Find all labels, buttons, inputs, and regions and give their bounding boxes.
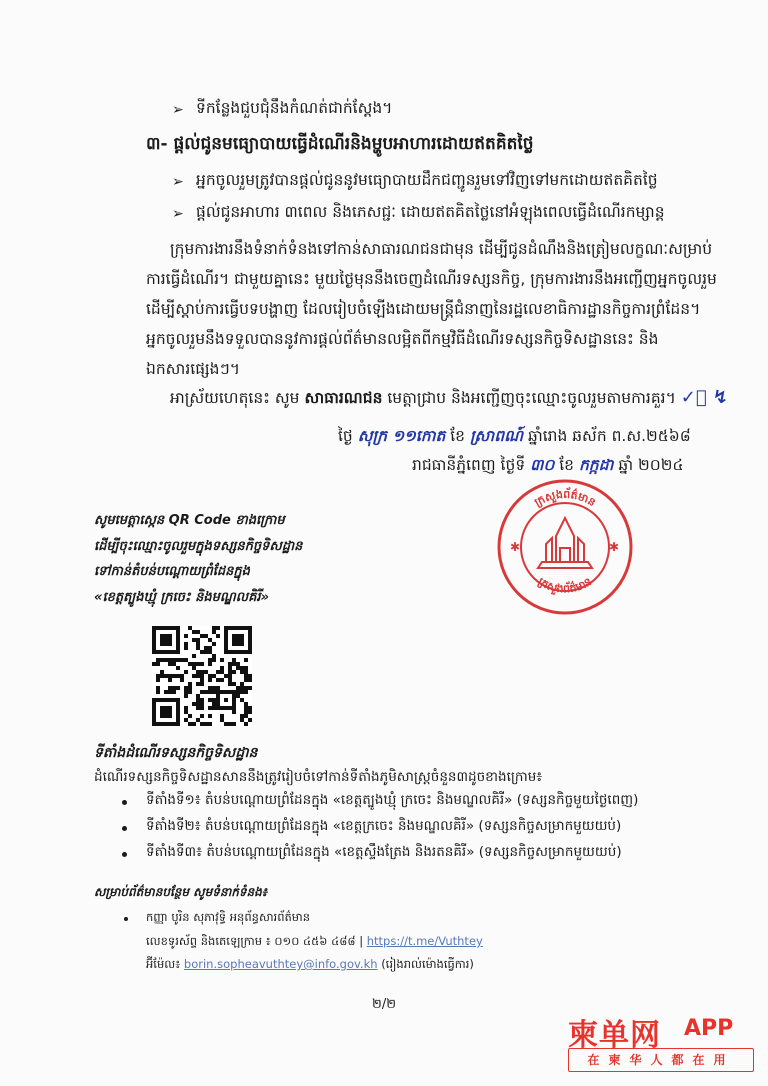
closing-bold: សាធារណជន (304, 389, 383, 407)
closing-rest: មេត្តាជ្រាប និងអញ្ជើញចុះឈ្មោះចូលរួមតាមការគួរ។ (387, 389, 676, 407)
contact-phone-line (146, 934, 483, 951)
handwritten-month: ស្រាពណ៍ (469, 427, 523, 445)
month-prefix: ខែ (559, 456, 575, 474)
bullet-text: ផ្តល់ជូនអាហារ ៣ពេល និងភេសជ្ជៈ ដោយឥតគិតថ្លៃនៅអំឡុងពេលធ្វើដំណើរកម្សាន្ត (196, 203, 665, 221)
app-watermark (568, 1010, 754, 1074)
date-prefix: ថ្ងៃ (338, 427, 353, 445)
locations-heading: ទីតាំងដំណើរទស្សនកិច្ចទិសដ្ឋាន (94, 745, 258, 761)
dot-bullet-icon (124, 917, 128, 921)
location-item: ទីតាំងទី២៖ តំបន់បណ្តោយព្រំដែនក្នុង «ខេត្តក្រចេះ និងមណ្ឌលគិរី» (ទស្សនកិច្ចសម្រាកមួយយប់) (146, 818, 622, 834)
section-heading: ៣- ផ្តល់ជូនមធ្យោបាយធ្វើដំណើរនិងម្ហូបអាហារដោយឥតគិតថ្លៃ (146, 134, 534, 154)
telegram-link[interactable]: https://t.me/Vuthtey (366, 934, 483, 948)
closing-line (170, 383, 728, 413)
date-rest: ឆ្នាំរោង ឆស័ក ព.ស.២៥៦៨ (527, 427, 691, 445)
registration-qr-code[interactable] (152, 626, 252, 726)
date-rest: ឆ្នាំ ២០២៤ (618, 456, 684, 474)
arrow-bullet-icon: ➢ (172, 206, 184, 222)
contact-heading: សម្រាប់ព័ត៌មានបន្ថែម សូមទំនាក់ទំនង៖ (94, 885, 267, 899)
location-item: ទីតាំងទី១៖ តំបន់បណ្តោយព្រំដែនក្នុង «ខេត្តត្បូងឃ្មុំ ក្រចេះ និងមណ្ឌលគិរី» (ទស្សនកិច្ចមួយថ្ងៃពេញ) (146, 792, 639, 808)
arrow-bullet-icon: ➢ (172, 174, 184, 190)
svg-text:✱: ✱ (510, 540, 521, 554)
email-note: (រៀងរាល់ម៉ោងធ្វើការ) (381, 957, 474, 971)
handwritten-day: សុក្រ ១១កោត (357, 427, 446, 445)
stamp-top-text: ក្រសួងព័ត៌មាន (532, 487, 598, 510)
paragraph-line: ក្រុមការងារនឹងទំនាក់ទំនងទៅកាន់សាធារណជនជាមុន ដើម្បីជូនដំណឹងនិងត្រៀមលក្ខណៈសម្រាប់ (170, 240, 713, 258)
handwritten-day: ៣០ (530, 456, 555, 474)
lunar-date-line (338, 421, 691, 451)
dot-bullet-icon (122, 852, 127, 857)
bullet-text: ទីកន្លែងជួបជុំនឹងកំណត់ជាក់ស្តែង។ (196, 99, 393, 117)
contact-name: កញ្ញា បូរិន សុភាវុទ្ធិ អនុព័ន្ធសារព័ត៌មាន (146, 910, 311, 924)
watermark-logo: 柬单网 (568, 1018, 661, 1053)
qr-note-line: សូមមេត្តាស្កេន QR Code ខាងក្រោម (94, 513, 285, 528)
dot-bullet-icon (122, 800, 127, 805)
handwritten-mark: ✓ͯ ↯ (680, 387, 728, 408)
paragraph-line: ការធ្វើដំណើរ។ ជាមួយគ្នានេះ មួយថ្ងៃមុននឹងចេញដំណើរទស្សនកិច្ច, ក្រុមការងារនឹងអញ្ជើញអ្នកចូលរួម (146, 270, 717, 288)
qr-note-line: «ខេត្តត្បូងឃ្មុំ ក្រចេះ និងមណ្ឌលគិរី» (94, 590, 269, 605)
location-item: ទីតាំងទី៣៖ តំបន់បណ្តោយព្រំដែនក្នុង «ខេត្តស្ទឹងត្រែង និងរតនគិរី» (ទស្សនកិច្ចសម្រាកមួយយប់) (146, 844, 622, 860)
arrow-bullet-icon: ➢ (172, 102, 184, 118)
email-label: អ៊ីម៉ែល៖ (146, 957, 181, 971)
solar-date-line (412, 450, 683, 480)
svg-text:ក្រសួងព័ត៌មាន (536, 575, 595, 596)
watermark-app-label: APP (684, 1016, 734, 1041)
paragraph-line: ឯកសារផ្សេងៗ។ (146, 360, 240, 378)
watermark-tagline: 在柬华人都在用 (568, 1048, 754, 1072)
handwritten-month: កក្កដា (578, 456, 614, 474)
email-link[interactable]: borin.sopheavuthtey@info.gov.kh (183, 957, 378, 971)
date-prefix: រាជធានីភ្នំពេញ ថ្ងៃទី (412, 456, 526, 474)
qr-note-line: ដើម្បីចុះឈ្មោះចូលរួមក្នុងទស្សនកិច្ចទិសដ្ឋាន (94, 539, 303, 554)
svg-text:ក្រសួងព័ត៌មាន (532, 487, 598, 509)
official-seal-stamp (496, 478, 634, 616)
paragraph-line: អ្នកចូលរួមនឹងទទួលបាននូវការផ្តល់ព័ត៌មានលម្អិតពីកម្មវិធីដំណើរទស្សនកិច្ចទិសដ្ឋាននេះ និង (146, 330, 659, 348)
contact-email-line (146, 957, 474, 974)
svg-text:✱: ✱ (609, 540, 620, 554)
bullet-text: អ្នកចូលរួមត្រូវបានផ្តល់ជូននូវមធ្យោបាយដឹកជញ្ជូនរួមទៅវិញទៅមកដោយឥតគិតថ្លៃ (196, 171, 658, 189)
page-number: ២/២ (372, 997, 397, 1012)
contact-phone: លេខទូរស័ព្ទ និងតេឡេក្រាម ៖ ០១០ ៤៥៦ ៤៨៨ | (146, 934, 364, 948)
closing-text: អាស្រ័យហេតុនេះ សូម (170, 389, 300, 407)
qr-note-line: ទៅកាន់តំបន់បណ្តោយព្រំដែនក្នុង (94, 564, 250, 579)
paragraph-line: ដើម្បីស្តាប់ការធ្វើបទបង្ហាញ ដែលរៀបចំឡើងដោយមន្ត្រីជំនាញនៃរដ្ឋលេខាធិការដ្ឋានកិច្ចការព្រំដែន។ (146, 300, 701, 318)
locations-intro: ដំណើរទស្សនកិច្ចទិសដ្ឋានសាននឹងត្រូវរៀបចំទៅកាន់ទីតាំងភូមិសាស្ត្រចំនួន៣ដូចខាងក្រោម៖ (94, 769, 543, 785)
stamp-bottom-text: ក្រសួងព័ត៌មាន (535, 574, 595, 596)
month-prefix: ខែ (450, 427, 465, 445)
dot-bullet-icon (122, 826, 127, 831)
